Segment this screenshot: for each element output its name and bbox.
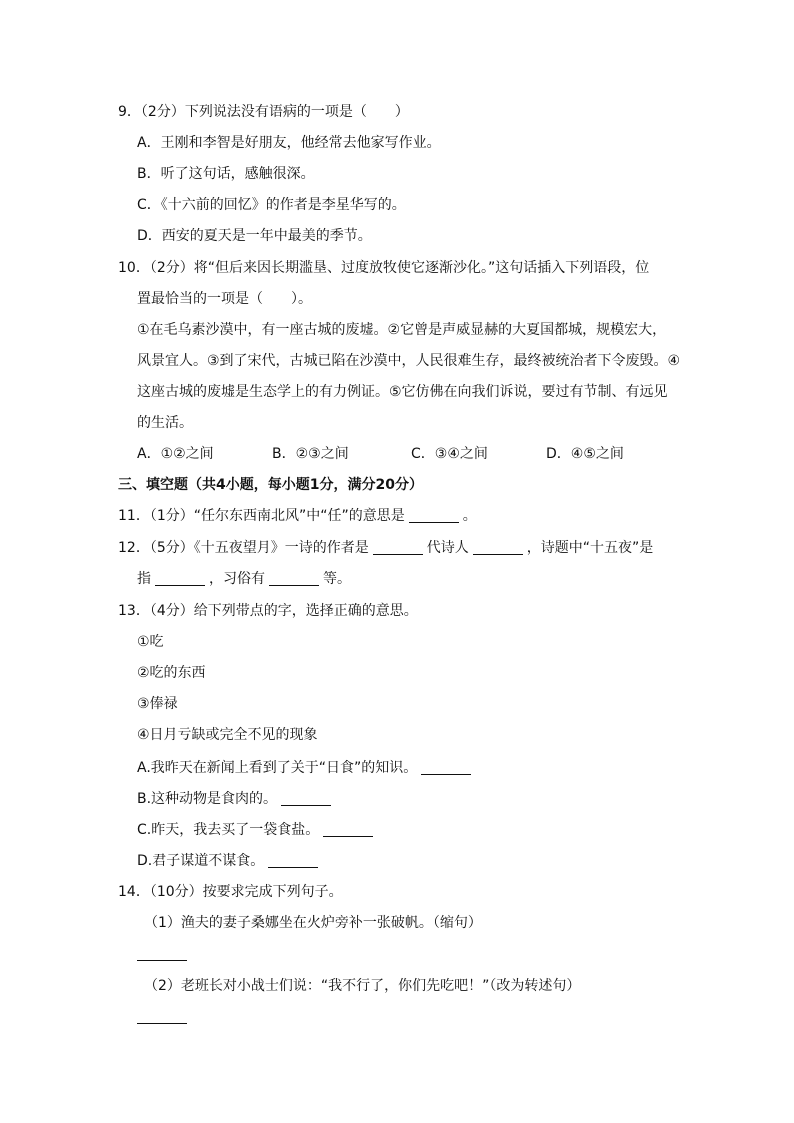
q10-option-c: C．③④之间 xyxy=(411,446,488,462)
section-title: 三、填空题（共4小题，每小题1分，满分20分） xyxy=(118,477,423,493)
q10-passage-line3: 这座古城的废墟是生态学上的有力例证。⑤它仿佛在向我们诉说，要过有节制、有远见 xyxy=(137,384,668,400)
q10-passage-line2: 风景宜人。③到了宋代，古城已陷在沙漠中，人民很难生存，最终被统治者下令废毁。④ xyxy=(137,353,681,369)
q14-sub2-blank[interactable] xyxy=(137,1009,187,1024)
q10-stem-line2: 置最恰当的一项是（ ）。 xyxy=(137,291,312,307)
q13-item-d xyxy=(137,851,322,871)
q13-stem: 13．（4分）给下列带点的字，选择正确的意思。 xyxy=(118,603,418,619)
q13-item-b-text: B.这种动物是食肉的。 xyxy=(137,791,278,807)
q13-item-a-text: A.我昨天在新闻上看到了关于“日食”的知识。 xyxy=(137,760,418,776)
q12-blank-custom[interactable] xyxy=(269,571,319,586)
q14-sub1: （1）渔夫的妻子桑娜坐在火炉旁补一张破帆。（缩句） xyxy=(144,915,482,931)
q10-passage-line4: 的生活。 xyxy=(137,415,193,431)
q11-blank[interactable] xyxy=(409,508,459,523)
q14-sub1-answer xyxy=(137,944,191,964)
q13-item-b xyxy=(137,789,335,809)
q14-sub2-answer xyxy=(137,1007,191,1027)
q13-meaning-3: ③俸禄 xyxy=(137,696,178,712)
q10-option-d: D．④⑤之间 xyxy=(546,446,624,462)
q12-line2 xyxy=(137,569,351,589)
q9-option-d: D．西安的夏天是一年中最美的季节。 xyxy=(137,228,372,244)
q13-item-d-text: D.君子谋道不谋食。 xyxy=(137,853,265,869)
q13-item-c xyxy=(137,820,377,840)
q13-item-a-blank[interactable] xyxy=(421,760,471,775)
q14-stem: 14．（10分）按要求完成下列句子。 xyxy=(118,884,343,900)
q13-item-c-blank[interactable] xyxy=(323,822,373,837)
q12-text-3: ，诗题中“十五夜”是 xyxy=(526,540,654,556)
q14-sub1-blank[interactable] xyxy=(137,946,187,961)
q12-text-5: ，习俗有 xyxy=(209,571,265,587)
q12-blank-author[interactable] xyxy=(373,540,423,555)
q12-line1 xyxy=(118,538,653,558)
q9-option-a: A．王刚和李智是好朋友，他经常去他家写作业。 xyxy=(137,135,441,151)
q10-option-a: A．①②之间 xyxy=(137,446,214,462)
q10-passage-line1: ①在毛乌素沙漠中，有一座古城的废墟。②它曾是声威显赫的大夏国都城，规模宏大， xyxy=(137,322,667,338)
q13-meaning-4: ④日月亏缺或完全不见的现象 xyxy=(137,727,318,743)
q12-text-2: 代诗人 xyxy=(426,540,469,556)
q13-meaning-1: ①吃 xyxy=(137,634,164,650)
q10-stem-line1: 10．（2分）将“但后来因长期滥垦、过度放牧使它逐渐沙化。”这句话插入下列语段，位 xyxy=(118,260,650,276)
q9-option-c: C．《十六前的回忆》的作者是李星华写的。 xyxy=(137,197,406,213)
q12-text-6: 等。 xyxy=(323,571,351,587)
q9-option-b: B．听了这句话，感触很深。 xyxy=(137,166,315,182)
q11-line xyxy=(118,506,477,526)
q12-blank-poet[interactable] xyxy=(473,540,523,555)
q12-blank-meaning[interactable] xyxy=(155,571,205,586)
q13-item-b-blank[interactable] xyxy=(281,791,331,806)
q9-stem: 9．（2分）下列说法没有语病的一项是（ ） xyxy=(118,104,409,120)
q14-sub2: （2）老班长对小战士们说：“我不行了，你们先吃吧！”（改为转述句） xyxy=(144,978,581,994)
q13-item-a xyxy=(137,758,475,778)
q11-text: 11．（1分）“任尔东西南北风”中“任”的意思是 xyxy=(118,508,405,524)
q13-item-d-blank[interactable] xyxy=(268,853,318,868)
q12-text-4: 指 xyxy=(137,571,151,587)
q10-option-b: B．②③之间 xyxy=(272,446,349,462)
q12-text-1: 12．（5分）《十五夜望月》一诗的作者是 xyxy=(118,540,369,556)
q11-text-end: 。 xyxy=(462,508,477,524)
q13-item-c-text: C.昨天，我去买了一袋食盐。 xyxy=(137,822,320,838)
q13-meaning-2: ②吃的东西 xyxy=(137,665,206,681)
